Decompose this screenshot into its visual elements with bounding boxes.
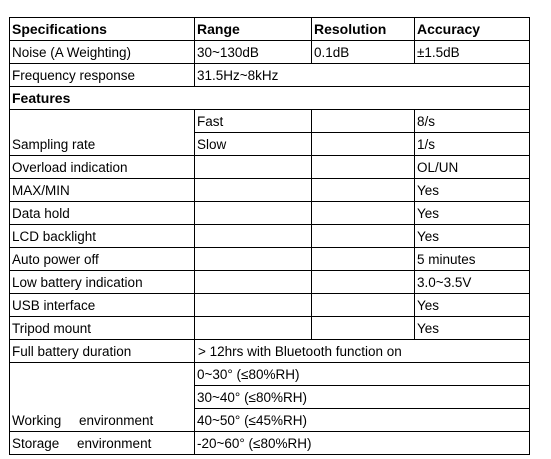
feature-value: Yes [415,179,530,202]
feature-value: OL/UN [415,156,530,179]
feature-value: 3.0~3.5V [415,271,530,294]
empty-cell [312,110,415,133]
table-row [10,432,530,455]
empty-cell [195,156,312,179]
empty-cell [312,202,415,225]
empty-cell [195,294,312,317]
features-section-row [10,87,530,110]
empty-cell [195,248,312,271]
table-row [10,317,530,340]
frequency-range: 31.5Hz~8kHz [195,64,530,87]
header-resolution: Resolution [312,18,415,41]
frequency-label: Frequency response [10,64,195,87]
features-heading: Features [10,87,530,110]
feature-label: Overload indication [10,156,195,179]
table-row [10,294,530,317]
table-row [10,64,530,87]
empty-cell [312,133,415,156]
empty-cell [195,179,312,202]
empty-cell [312,156,415,179]
sampling-fast-label: Fast [195,110,312,133]
header-range: Range [195,18,312,41]
empty-cell [312,248,415,271]
empty-cell [312,179,415,202]
feature-label: Data hold [10,202,195,225]
specifications-table [9,17,530,455]
table-row [10,271,530,294]
table-row [10,156,530,179]
noise-accuracy: ±1.5dB [415,41,530,64]
table-row [10,340,530,363]
empty-cell [195,225,312,248]
feature-label: MAX/MIN [10,179,195,202]
empty-cell [312,317,415,340]
empty-cell [312,294,415,317]
storage-environment-value: -20~60° (≤80%RH) [195,432,530,455]
battery-duration-value: > 12hrs with Bluetooth function on [195,340,530,363]
sampling-rate-label: Sampling rate [10,110,195,156]
table-row [10,225,530,248]
table-row [10,248,530,271]
working-environment-value: 40~50° (≤45%RH) [195,409,530,432]
sampling-fast-value: 8/s [415,110,530,133]
empty-cell [195,271,312,294]
feature-value: 5 minutes [415,248,530,271]
table-row [10,179,530,202]
table-row [10,110,530,133]
empty-cell [312,271,415,294]
table-row [10,41,530,64]
header-accuracy: Accuracy [415,18,530,41]
sampling-slow-value: 1/s [415,133,530,156]
table-row [10,363,530,386]
empty-cell [312,225,415,248]
header-row [10,18,530,41]
feature-value: Yes [415,317,530,340]
table-row [10,202,530,225]
feature-value: Yes [415,225,530,248]
feature-value: Yes [415,294,530,317]
working-environment-value: 0~30° (≤80%RH) [195,363,530,386]
empty-cell [195,202,312,225]
working-environment-value: 30~40° (≤80%RH) [195,386,530,409]
feature-value: Yes [415,202,530,225]
feature-label: Auto power off [10,248,195,271]
feature-label: Tripod mount [10,317,195,340]
noise-label: Noise (A Weighting) [10,41,195,64]
feature-label: LCD backlight [10,225,195,248]
noise-range: 30~130dB [195,41,312,64]
battery-duration-label: Full battery duration [10,340,195,363]
working-environment-label: Working environment [10,363,195,432]
feature-label: USB interface [10,294,195,317]
feature-label: Low battery indication [10,271,195,294]
header-specifications: Specifications [10,18,195,41]
empty-cell [195,317,312,340]
noise-resolution: 0.1dB [312,41,415,64]
sampling-slow-label: Slow [195,133,312,156]
storage-environment-label: Storage environment [10,432,195,455]
